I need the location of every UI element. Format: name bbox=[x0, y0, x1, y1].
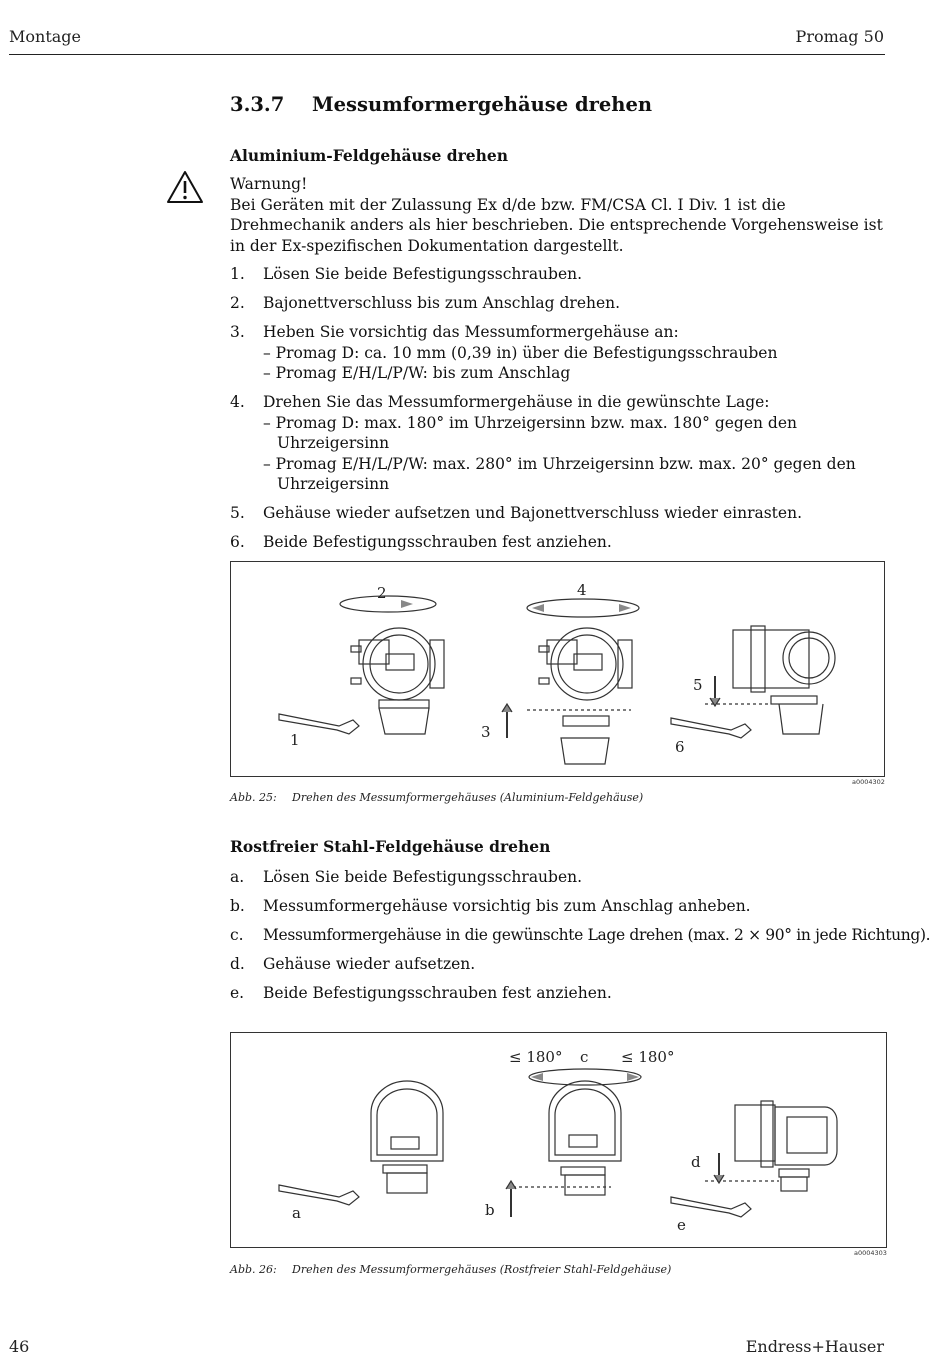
figure-code: a0004303 bbox=[854, 1249, 887, 1257]
figure-caption bbox=[230, 1263, 671, 1276]
section-title-text: Messumformergehäuse drehen bbox=[312, 93, 653, 116]
list-item bbox=[230, 532, 886, 553]
figure-aluminium-drawing bbox=[231, 562, 884, 776]
caption-text: Drehen des Messumformergehäuses (Rostfreier Stahl-Feldgehäuse) bbox=[292, 1263, 672, 1276]
step-marker: 2. bbox=[230, 294, 245, 312]
figure-stainless-housing bbox=[230, 1032, 887, 1248]
caption-label: Abb. 25: bbox=[230, 791, 277, 804]
stainless-steps bbox=[230, 867, 931, 1012]
list-item bbox=[230, 293, 886, 314]
stainless-heading: Rostfreier Stahl-Feldgehäuse drehen bbox=[230, 837, 551, 856]
step-text: Messumformergehäuse vorsichtig bis zum Anschlag anheben. bbox=[263, 897, 751, 915]
list-item bbox=[230, 322, 886, 384]
list-item bbox=[230, 896, 886, 917]
step-marker: b. bbox=[230, 897, 245, 915]
step-text: Beide Befestigungsschrauben fest anziehen. bbox=[263, 533, 612, 551]
figure-label-c: c bbox=[580, 1048, 589, 1066]
figure-label-e: e bbox=[677, 1216, 686, 1234]
figure-code: a0004302 bbox=[852, 778, 885, 786]
step-marker: 6. bbox=[230, 533, 245, 551]
step-subitem: – Promag E/H/L/P/W: bis zum Anschlag bbox=[263, 364, 571, 382]
caption-label: Abb. 26: bbox=[230, 1263, 277, 1276]
footer-brand: Endress+Hauser bbox=[745, 1337, 884, 1356]
aluminium-housing-2 bbox=[502, 599, 639, 764]
step-marker: e. bbox=[230, 984, 245, 1002]
header-rule bbox=[9, 54, 885, 55]
list-item bbox=[230, 503, 886, 524]
list-item bbox=[230, 392, 886, 495]
running-header-product: Promag 50 bbox=[795, 27, 884, 46]
figure-angle-left: ≤ 180° bbox=[509, 1048, 563, 1066]
figure-label-6: 6 bbox=[675, 738, 685, 756]
figure-aluminium-housing bbox=[230, 561, 885, 777]
list-item bbox=[230, 954, 886, 975]
figure-label-5: 5 bbox=[693, 676, 703, 694]
figure-label-b: b bbox=[485, 1201, 495, 1219]
step-marker: 1. bbox=[230, 265, 245, 283]
page-number: 46 bbox=[9, 1337, 30, 1356]
step-text: Messumformergehäuse in die gewünschte Lage drehen (max. 2 × 90° in jede Richtung). bbox=[263, 926, 931, 944]
step-marker: 5. bbox=[230, 504, 245, 522]
warning-icon bbox=[166, 170, 204, 204]
step-subitem: – Promag D: ca. 10 mm (0,39 in) über die Befestigungsschrauben bbox=[263, 343, 778, 362]
step-text: Gehäuse wieder aufsetzen und Bajonettverschluss wieder einrasten. bbox=[263, 504, 802, 522]
figure-stainless-drawing bbox=[231, 1033, 886, 1247]
step-text: Beide Befestigungsschrauben fest anziehen. bbox=[263, 984, 612, 1002]
figure-label-1: 1 bbox=[290, 731, 300, 749]
figure-label-2: 2 bbox=[377, 584, 387, 602]
aluminium-steps bbox=[230, 264, 886, 561]
running-header-section: Montage bbox=[9, 27, 81, 46]
figure-label-a: a bbox=[292, 1204, 301, 1222]
figure-label-d: d bbox=[691, 1153, 701, 1171]
step-marker: d. bbox=[230, 955, 245, 973]
step-text: Lösen Sie beide Befestigungsschrauben. bbox=[263, 265, 583, 283]
stainless-housing-1 bbox=[279, 1081, 443, 1205]
aluminium-heading: Aluminium-Feldgehäuse drehen bbox=[230, 146, 509, 165]
warning-block bbox=[230, 174, 886, 256]
step-text: Drehen Sie das Messumformergehäuse in die gewünschte Lage: bbox=[263, 393, 770, 411]
section-number: 3.3.7 bbox=[230, 93, 285, 116]
aluminium-housing-1 bbox=[279, 596, 444, 734]
step-text: Heben Sie vorsichtig das Messumformergehäuse an: bbox=[263, 323, 679, 341]
step-text: Lösen Sie beide Befestigungsschrauben. bbox=[263, 868, 583, 886]
warning-title: Warnung! bbox=[230, 175, 308, 193]
step-marker: 4. bbox=[230, 393, 245, 411]
figure-label-3: 3 bbox=[481, 723, 491, 741]
step-text: Gehäuse wieder aufsetzen. bbox=[263, 955, 476, 973]
figure-angle-right: ≤ 180° bbox=[621, 1048, 675, 1066]
warning-text: Bei Geräten mit der Zulassung Ex d/de bzw. FM/CSA Cl. I Div. 1 ist die Drehmechanik anders als hier beschrieben. Die entsprechende Vorgehensweise ist in der Ex-spezifischen Dokumentation dargestellt. bbox=[230, 195, 883, 255]
stainless-housing-2 bbox=[506, 1069, 641, 1217]
section-title bbox=[230, 93, 652, 116]
figure-label-4: 4 bbox=[577, 581, 587, 599]
list-item bbox=[230, 867, 886, 888]
step-subitem: – Promag E/H/L/P/W: max. 280° im Uhrzeigersinn bzw. max. 20° gegen den Uhrzeigersinn bbox=[263, 454, 856, 493]
list-item bbox=[230, 264, 886, 285]
step-subitem: – Promag D: max. 180° im Uhrzeigersinn bzw. max. 180° gegen den Uhrzeigersinn bbox=[263, 413, 797, 452]
step-marker: 3. bbox=[230, 323, 245, 341]
step-marker: a. bbox=[230, 868, 245, 886]
list-item bbox=[230, 925, 931, 946]
list-item bbox=[230, 983, 886, 1004]
step-text: Bajonettverschluss bis zum Anschlag drehen. bbox=[263, 294, 621, 312]
caption-text: Drehen des Messumformergehäuses (Aluminium-Feldgehäuse) bbox=[292, 791, 644, 804]
step-marker: c. bbox=[230, 926, 244, 944]
figure-caption bbox=[230, 791, 643, 804]
